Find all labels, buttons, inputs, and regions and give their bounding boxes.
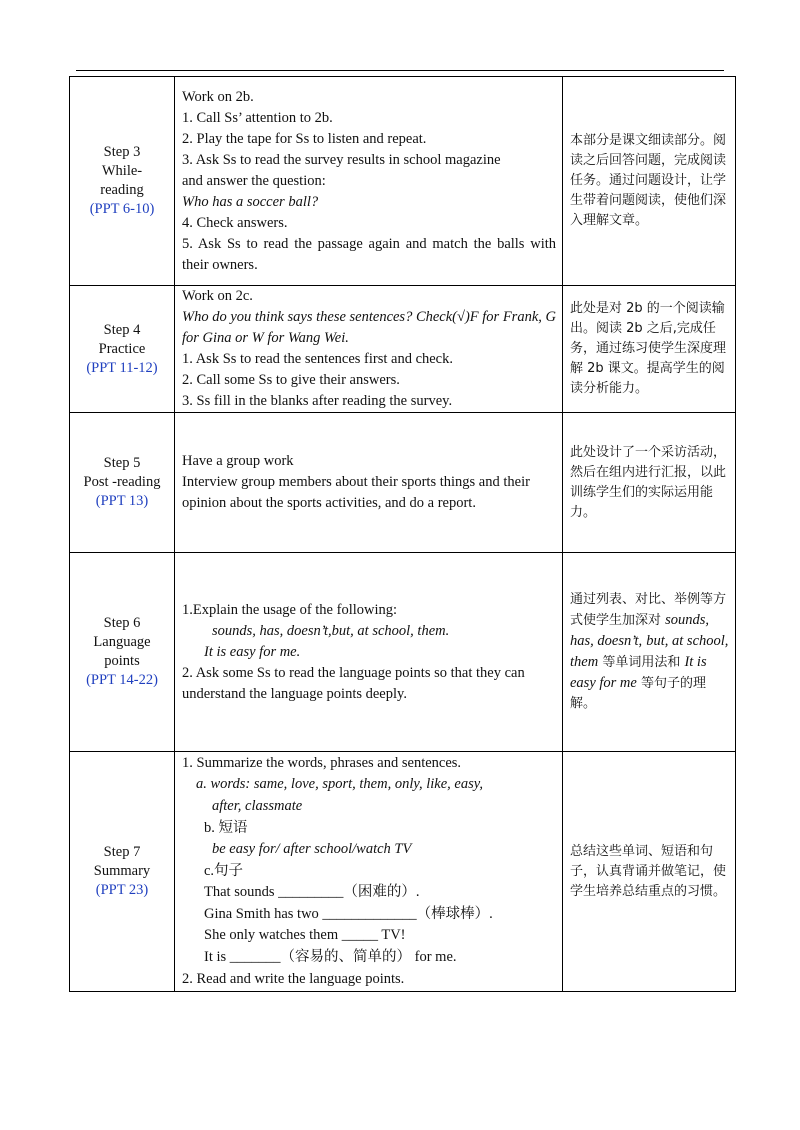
procedure-line: Who has a soccer ball? [182, 193, 319, 210]
step-number: Step 7 [103, 844, 141, 860]
step-number: Step 3 [103, 144, 141, 160]
notes-cell: 此处是对 2b 的一个阅读输出。阅读 2b 之后,完成任务，通过练习使学生深度理解 2b 课文。提高学生的阅读分析能力。 [563, 286, 736, 413]
procedure-line: 2. Read and write the language points. [182, 970, 405, 987]
step-stage: Language [93, 634, 151, 650]
procedure-line: 1. Ask Ss to read the sentences first and check. [182, 351, 453, 367]
procedure-line: 1. Summarize the words, phrases and sentences. [182, 754, 462, 771]
procedure-line: sounds, has, doesn’t,but, at school, them. [212, 622, 450, 639]
procedure-line: after, classmate [212, 797, 303, 814]
ppt-range: (PPT 11-12) [86, 359, 158, 376]
step-cell [70, 286, 175, 413]
notes-part: It is easy for me [570, 654, 707, 691]
step-cell [70, 553, 175, 752]
table-row [70, 413, 736, 553]
procedure-line: 3. Ask Ss to read the survey results in school magazine [182, 151, 501, 168]
procedure-cell [175, 286, 563, 413]
procedure-line: It is _______（容易的、简单的） for me. [204, 949, 457, 966]
lesson-plan-table [69, 76, 736, 992]
step-stage: Practice [98, 340, 146, 357]
header-rule [76, 70, 724, 71]
procedure-line: 1.Explain the usage of the following: [182, 601, 398, 618]
ppt-range: (PPT 13) [95, 493, 149, 509]
procedure-cell [175, 413, 563, 553]
step-stage: Post -reading [83, 474, 161, 490]
procedure-line: 2. Call some Ss to give their answers. [182, 372, 400, 388]
notes-part: sounds, has, doesn’t, [570, 612, 710, 649]
step-cell [70, 413, 175, 553]
table-row [70, 752, 736, 992]
ppt-range: (PPT 23) [95, 882, 149, 898]
notes-cell: 此处设计了一个采访活动，然后在组内进行汇报，以此训练学生们的实际运用能力。 [563, 413, 736, 553]
step-number: Step 6 [103, 615, 141, 631]
procedure-line: She only watches them _____ TV! [204, 927, 406, 944]
procedure-line: Have a group work [182, 453, 294, 469]
procedure-line: It is easy for me. [204, 643, 301, 660]
step-cell [70, 77, 175, 286]
procedure-line: b. 短语 [204, 819, 248, 836]
notes-cell [563, 553, 736, 752]
procedure-line: a. words: same, love, sport, them, only, like, easy, [196, 776, 484, 793]
step-cell [70, 752, 175, 992]
procedure-line: 1. Call Ss’ attention to 2b. [182, 109, 333, 126]
procedure-line: c.句子 [204, 862, 244, 879]
table-row [70, 286, 736, 413]
procedure-line: Work on 2c. [182, 288, 253, 304]
notes-cell: 总结这些单词、短语和句子，认真背诵并做笔记，使学生培养总结重点的习惯。 [563, 752, 736, 992]
step-number: Step 4 [103, 321, 141, 338]
step-number: Step 5 [103, 455, 141, 471]
procedure-line: Gina Smith has two _____________（棒球棒）. [204, 905, 493, 922]
procedure-line: 2. Play the tape for Ss to listen and repeat. [182, 130, 427, 147]
procedure-cell [175, 553, 563, 752]
step-stage: While- [101, 163, 143, 179]
procedure-line: be easy for/ after school/watch TV [212, 841, 412, 858]
step-stage: reading [100, 182, 144, 198]
notes-cell: 本部分是课文细读部分。阅读之后回答问题，完成阅读任务。通过问题设计，让学生带着问题阅读，使他们深入理解文章。 [563, 77, 736, 286]
notes-part: 等单词用法和 [598, 655, 685, 670]
procedure-line: Work on 2b. [182, 88, 254, 105]
procedure-line: and answer the question: [182, 172, 326, 189]
table-row [70, 553, 736, 752]
procedure-line: Interview group members about their sports things and their opinion about the sports activities, and do a report. [182, 474, 530, 511]
procedure-line: 3. Ss fill in the blanks after reading the survey. [182, 393, 453, 409]
notes-part: 等句子的理解。 [570, 676, 706, 711]
table-row [70, 77, 736, 286]
ppt-range: (PPT 14-22) [86, 672, 158, 688]
procedure-cell [175, 752, 563, 992]
notes-part: 通过列表、对比、举例等方式使学生加深对 [570, 592, 727, 628]
step-stage: Summary [93, 863, 151, 879]
procedure-line: That sounds _________（困难的）. [204, 884, 420, 901]
notes-part: but, at school, them [570, 633, 729, 670]
ppt-range: (PPT 6-10) [89, 201, 155, 217]
procedure-cell [175, 77, 563, 286]
procedure-line: Who do you think says these sentences? Check(√)F for Frank, G for Gina or W for Wang Wei. [182, 309, 556, 346]
step-stage: points [104, 653, 140, 669]
procedure-line: 5. Ask Ss to read the passage again and match the balls with their owners. [182, 235, 556, 273]
procedure-line: 4. Check answers. [182, 214, 288, 231]
procedure-line: 2. Ask some Ss to read the language points so that they can understand the language points deeply. [182, 664, 525, 702]
